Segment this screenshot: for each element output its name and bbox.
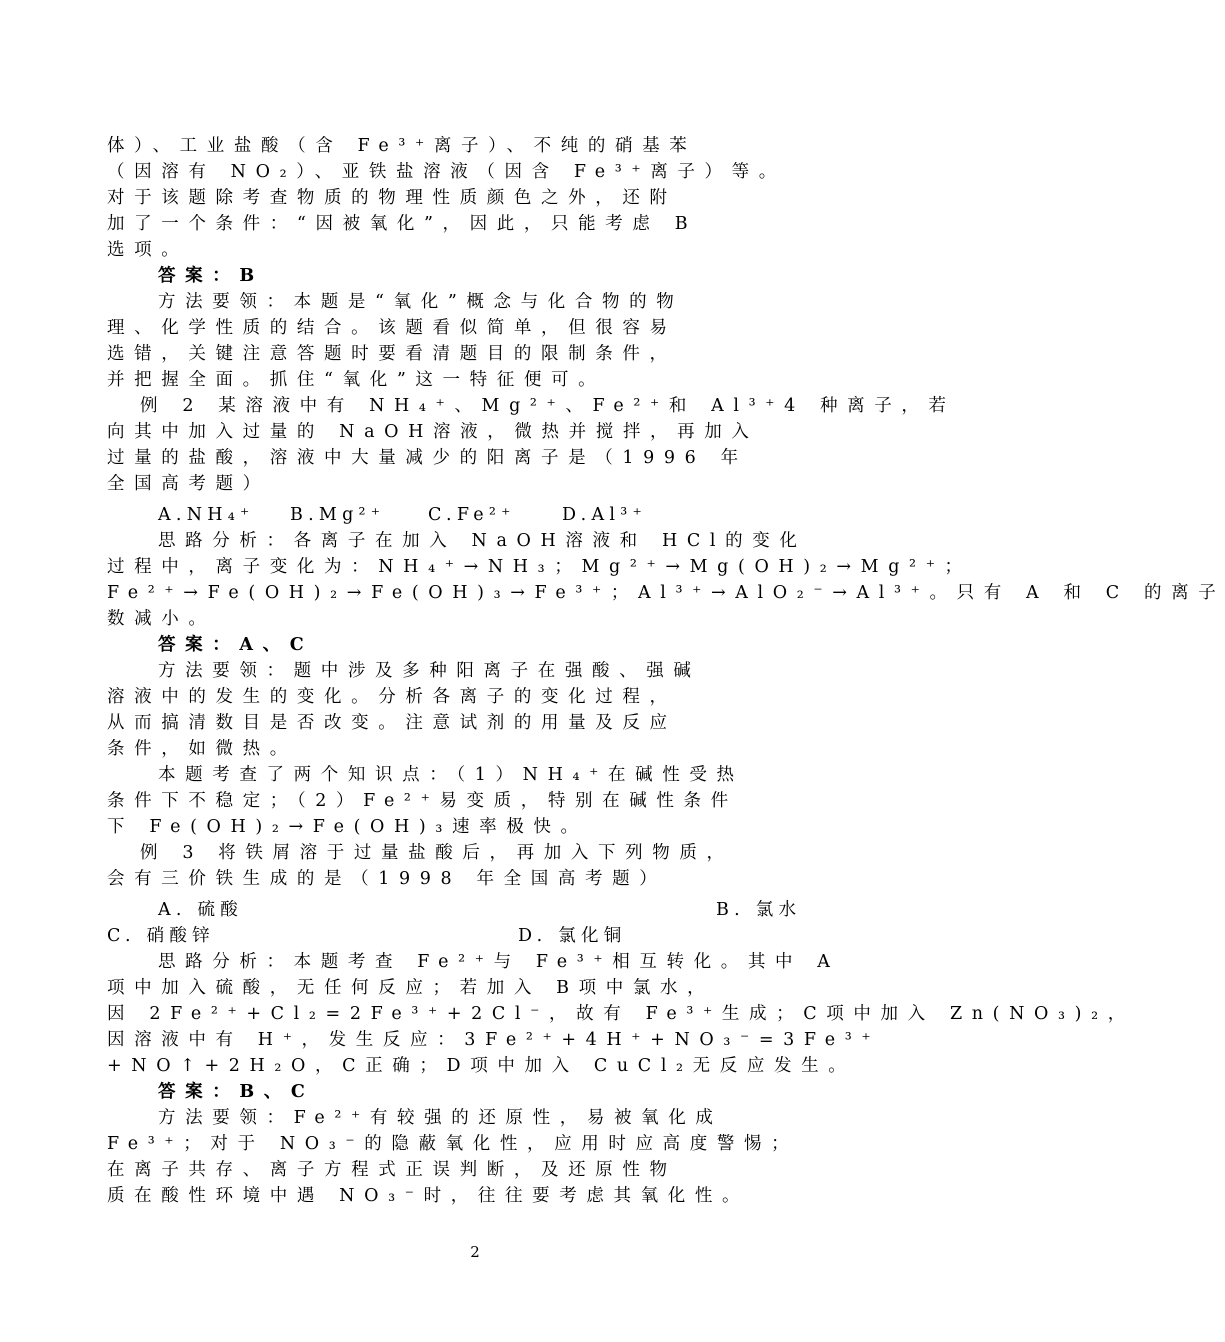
text-line: 选错，关键注意答题时要看清题目的限制条件， xyxy=(107,344,677,364)
text-line: 对于该题除考查物质的物理性质颜色之外，还附 xyxy=(107,188,677,208)
option-c-ex2: C.Fe²⁺ xyxy=(428,505,516,525)
text-line: 质在酸性环境中遇 NO₃⁻时，往往要考虑其氧化性。 xyxy=(107,1186,750,1206)
text-line: 从而搞清数目是否改变。注意试剂的用量及反应 xyxy=(107,713,677,733)
text-line: 下 Fe(OH)₂→Fe(OH)₃速率极快。 xyxy=(107,817,588,837)
text-line: 思路分析：各离子在加入 NaOH溶液和 HCl的变化 xyxy=(158,531,807,551)
text-line: 答案：B、C xyxy=(158,1082,315,1102)
option-d-ex2: D.Al³⁺ xyxy=(562,505,647,525)
text-line: Fe³⁺；对于 NO₃⁻的隐蔽氧化性，应用时应高度警惕； xyxy=(107,1134,799,1154)
text-line: （因溶有 NO₂）、亚铁盐溶液（因含 Fe³⁺离子）等。 xyxy=(107,162,786,182)
option-b-ex3: B. 氯水 xyxy=(716,900,802,920)
text-line: 体）、工业盐酸（含 Fe³⁺离子）、不纯的硝基苯 xyxy=(107,136,697,156)
text-line: 过程中，离子变化为：NH₄⁺→NH₃；Mg²⁺→Mg(OH)₂→Mg²⁺； xyxy=(107,557,972,577)
option-b-ex2: B.Mg²⁺ xyxy=(290,505,386,525)
text-line: 并把握全面。抓住“氧化”这一特征便可。 xyxy=(107,370,606,390)
option-a-ex2: A.NH₄⁺ xyxy=(158,505,255,525)
page-number: 2 xyxy=(470,1243,480,1261)
text-line: 向其中加入过量的 NaOH溶液，微热并搅拌，再加入 xyxy=(107,422,759,442)
text-line: 本题考查了两个知识点：（1）NH₄⁺在碱性受热 xyxy=(158,765,744,785)
text-line: 加了一个条件：“因被氧化”，因此，只能考虑 B xyxy=(107,214,698,234)
text-line: 会有三价铁生成的是（1998 年全国高考题） xyxy=(107,869,667,889)
text-line: 方法要领：题中涉及多种阳离子在强酸、强碱 xyxy=(158,661,701,681)
option-a-ex3: A. 硫酸 xyxy=(158,900,244,920)
text-line: 理、化学性质的结合。该题看似简单，但很容易 xyxy=(107,318,677,338)
text-line: 条件下不稳定；（2）Fe²⁺易变质，特别在碱性条件 xyxy=(107,791,738,811)
text-line: 答案：B xyxy=(158,266,264,286)
text-line: Fe²⁺→Fe(OH)₂→Fe(OH)₃→Fe³⁺；Al³⁺→AlO₂⁻→Al³⁺。只有 A 和 C 的离子 xyxy=(107,583,1225,603)
text-line: 条件，如微热。 xyxy=(107,739,297,759)
option-c-ex3: C. 硝酸锌 xyxy=(107,926,215,946)
text-line: 方法要领：本题是“氧化”概念与化合物的物 xyxy=(158,292,684,312)
text-line: 例 2 某溶液中有 NH₄⁺、Mg²⁺、Fe²⁺和 Al³⁺4 种离子，若 xyxy=(140,396,956,416)
text-line: 思路分析：本题考查 Fe²⁺与 Fe³⁺相互转化。其中 A xyxy=(158,952,840,972)
text-line: 选项。 xyxy=(107,240,189,260)
option-d-ex3: D. 氯化铜 xyxy=(518,926,627,946)
text-line: 方法要领：Fe²⁺有较强的还原性，易被氧化成 xyxy=(158,1108,723,1128)
text-line: 项中加入硫酸，无任何反应；若加入 B项中氯水， xyxy=(107,978,715,998)
text-line: 在离子共存、离子方程式正误判断，及还原性物 xyxy=(107,1160,677,1180)
text-line: 例 3 将铁屑溶于过量盐酸后，再加入下列物质， xyxy=(140,843,734,863)
text-line: 过量的盐酸，溶液中大量减少的阳离子是（1996 年 xyxy=(107,448,748,468)
text-line: 答案：A、C xyxy=(158,635,314,655)
text-line: +NO↑+2H₂O，C正确；D项中加入 CuCl₂无反应发生。 xyxy=(107,1056,856,1076)
text-line: 因溶液中有 H⁺，发生反应：3Fe²⁺+4H⁺+NO₃⁻=3Fe³⁺ xyxy=(107,1030,881,1050)
text-line: 数减小。 xyxy=(107,609,216,629)
text-line: 全国高考题） xyxy=(107,474,270,494)
text-line: 溶液中的发生的变化。分析各离子的变化过程， xyxy=(107,687,677,707)
text-line: 因 2Fe²⁺+Cl₂=2Fe³⁺+2Cl⁻，故有 Fe³⁺生成；C项中加入 Zn(NO₃)₂， xyxy=(107,1004,1135,1024)
